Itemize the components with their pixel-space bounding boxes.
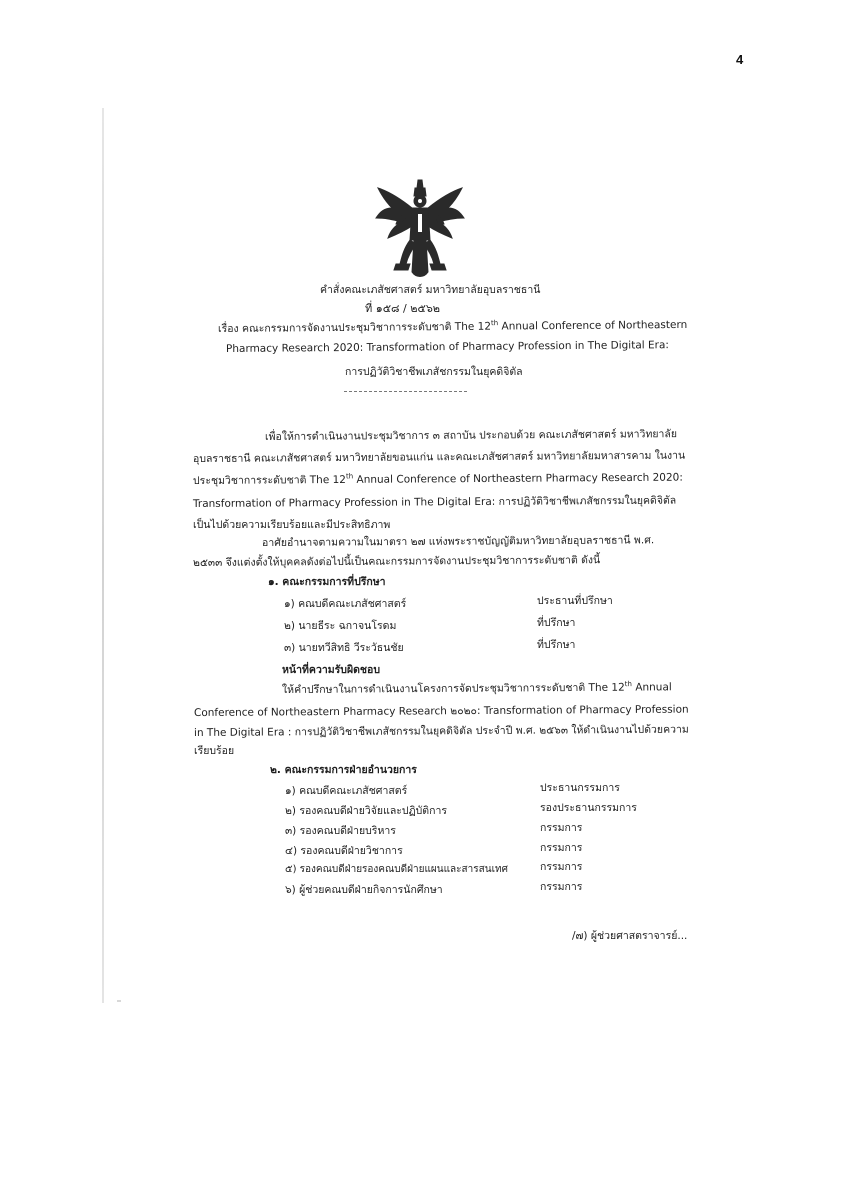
scan-edge: [102, 108, 104, 1003]
section-2-member-2-role: รองประธานกรรมการ: [540, 802, 637, 814]
paragraph-2-line-2: ๒๕๓๓ จึงแต่งตั้งให้บุคคลดังต่อไปนี้เป็นคณะกรรมการจัดงานประชุมวิชาการระดับชาติ ดังนี้: [192, 554, 601, 569]
section-2-member-4-role: กรรมการ: [540, 842, 583, 854]
order-subject-line-2: Pharmacy Research 2020: Transformation of Pharmacy Profession in The Digital Era:: [225, 339, 669, 355]
section-2-heading: ๒. คณะกรรมการฝ่ายอำนวยการ: [270, 764, 417, 776]
section-1-duty-line-2: Conference of Northeastern Pharmacy Research ๒๐๒๐: Transformation of Pharmacy Profession: [193, 703, 689, 719]
section-2-member-5-role: กรรมการ: [540, 861, 583, 873]
section-1-member-1-role: ประธานที่ปรึกษา: [537, 595, 613, 607]
heading-divider: [344, 391, 467, 392]
order-subject-line-1: [218, 318, 687, 336]
p1-line-3-sup: th: [345, 472, 354, 481]
paragraph-1-line-5: เป็นไปด้วยความเรียบร้อยและมีประสิทธิภาพ: [193, 519, 391, 531]
paragraph-1-line-2: อุบลราชธานี คณะเภสัชศาสตร์ มหาวิทยาลัยขอนแก่น และคณะเภสัชศาสตร์ มหาวิทยาลัยมหาสารคาม ในงาน: [192, 449, 686, 465]
section-1-member-1-name: ๑) คณบดีคณะเภสัชศาสตร์: [284, 598, 407, 610]
section-1-member-3-name: ๓) นายทวีสิทธิ วีระวัธนชัย: [284, 642, 404, 654]
subject-line-1-sup: th: [490, 319, 499, 328]
scan-mark: [117, 1000, 121, 1002]
paragraph-1-line-4: Transformation of Pharmacy Profession in The Digital Era: การปฏิวัติวิชาชีพเภสัชกรรมในยุคดิจิตัล: [192, 494, 677, 510]
section-1-heading: ๑. คณะกรรมการที่ปรึกษา: [268, 576, 386, 588]
section-1-member-2-name: ๒) นายธีระ ฉกาจนโรดม: [284, 620, 397, 632]
section-2-member-6-name: ๖) ผู้ช่วยคณบดีฝ่ายกิจการนักศึกษา: [285, 884, 443, 896]
order-issuer: คำสั่งคณะเภสัชศาสตร์ มหาวิทยาลัยอุบลราชธานี: [320, 284, 541, 296]
continuation-note: /๗) ผู้ช่วยศาสตราจารย์...: [572, 930, 688, 942]
section-2-member-3-name: ๓) รองคณบดีฝ่ายบริหาร: [285, 825, 396, 837]
section-1-member-3-role: ที่ปรึกษา: [537, 639, 576, 651]
order-subject-line-3: การปฏิวัติวิชาชีพเภสัชกรรมในยุคดิจิตัล: [345, 366, 523, 378]
p1-line-3-pre: ประชุมวิชาการระดับชาติ The 12: [192, 473, 347, 487]
section-2-member-3-role: กรรมการ: [540, 822, 583, 834]
section-2-member-5-name: ๕) รองคณบดีฝ่ายรองคณบดีฝ่ายแผนและสารสนเทศ: [285, 864, 508, 875]
duty-line-1-sup: th: [624, 680, 632, 689]
garuda-emblem-icon: [372, 178, 468, 282]
page-number: 4: [736, 52, 744, 67]
section-2-member-6-role: กรรมการ: [540, 881, 583, 893]
section-2-member-1-role: ประธานกรรมการ: [540, 782, 620, 794]
section-2-member-2-name: ๒) รองคณบดีฝ่ายวิจัยและปฏิบัติการ: [285, 805, 448, 817]
order-number: ที่ ๑๕๘ / ๒๕๖๒: [365, 302, 441, 315]
subject-line-1-post: Annual Conference of Northeastern: [498, 318, 688, 333]
paragraph-1-line-1: เพื่อให้การดำเนินงานประชุมวิชาการ ๓ สถาบัน ประกอบด้วย คณะเภสัชศาสตร์ มหาวิทยาลัย: [264, 428, 678, 443]
section-1-duty-line-4: เรียบร้อย: [194, 745, 235, 757]
section-1-duty-line-3: in The Digital Era : การปฏิวัติวิชาชีพเภสัชกรรมในยุคดิจิตัล ประจำปี พ.ศ. ๒๕๖๓ ให้ดำเนินงานไปด้วยความ: [193, 723, 689, 739]
paragraph-2-line-1: อาศัยอำนาจตามความในมาตรา ๒๗ แห่งพระราชบัญญัติมหาวิทยาลัยอุบลราชธานี พ.ศ.: [261, 534, 655, 549]
section-1-duty-line-1: [282, 680, 672, 697]
section-1-member-2-role: ที่ปรึกษา: [537, 617, 576, 629]
paragraph-1-line-3: [193, 471, 683, 488]
duty-line-1-post: Annual: [631, 681, 672, 694]
section-2-member-4-name: ๔) รองคณบดีฝ่ายวิชาการ: [285, 845, 403, 857]
section-1-duty-heading: หน้าที่ความรับผิดชอบ: [282, 664, 381, 676]
section-2-member-1-name: ๑) คณบดีคณะเภสัชศาสตร์: [285, 785, 408, 797]
p1-line-3-post: Annual Conference of Northeastern Pharmacy Research 2020:: [353, 471, 683, 486]
duty-line-1-pre: ให้คำปรึกษาในการดำเนินงานโครงการจัดประชุมวิชาการระดับชาติ The 12: [281, 681, 625, 696]
subject-line-1-pre: เรื่อง คณะกรรมการจัดงานประชุมวิชาการระดับชาติ The 12: [217, 320, 492, 335]
